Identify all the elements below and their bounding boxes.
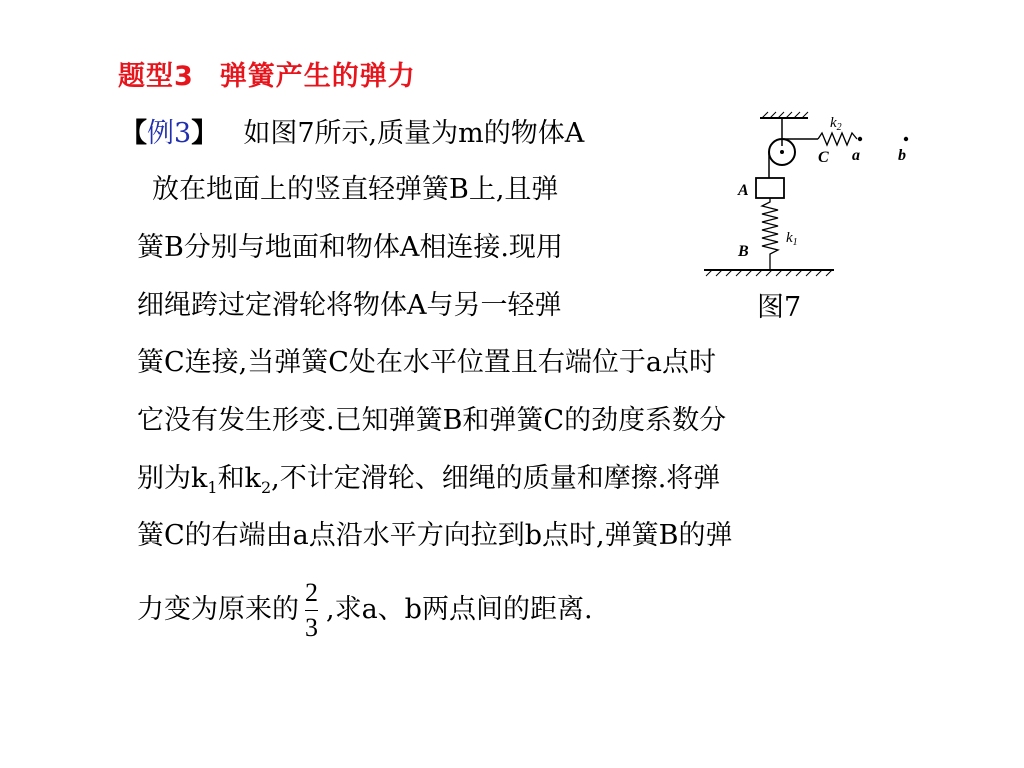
- spring-c: [818, 133, 857, 145]
- label-spring-b: B: [738, 243, 749, 260]
- line7-part-c: ,不计定滑轮、细绳的质量和摩擦.将弹: [271, 463, 721, 494]
- problem-text-1: 如图7所示,质量为m的物体A: [243, 118, 585, 149]
- problem-line-1: [120, 116, 584, 152]
- block-a: [756, 178, 784, 198]
- k1-subscript: 1: [207, 478, 218, 497]
- figure-caption: 图7: [757, 292, 802, 323]
- heading-number: 题型3: [118, 61, 194, 92]
- heading-title: 弹簧产生的弹力: [219, 61, 416, 92]
- line9-part-b: ,求a、b两点间的距离.: [326, 594, 593, 625]
- label-c: C: [818, 149, 829, 166]
- spring-pulley-diagram: [690, 100, 930, 290]
- fraction-numerator: 2: [305, 578, 318, 607]
- label-a: a: [852, 147, 860, 164]
- label-k2: $k_2$: [830, 115, 842, 133]
- example-label: 例3: [147, 118, 192, 149]
- point-a-dot: [858, 137, 862, 141]
- k2-subscript: 2: [260, 478, 272, 497]
- section-heading: [118, 54, 416, 93]
- problem-line-3: 簧B分别与地面和物体A相连接.现用: [137, 232, 563, 263]
- pulley-axle: [780, 150, 784, 154]
- problem-line-2: 放在地面上的竖直轻弹簧B上,且弹: [152, 174, 559, 205]
- problem-line-6: 它没有发生形变.已知弹簧B和弹簧C的劲度系数分: [137, 405, 727, 436]
- spring-b: [762, 198, 778, 270]
- example-bracket-open: 【: [120, 118, 147, 149]
- line7-part-b: 和k: [217, 463, 261, 494]
- line7-part-a: 别为k: [137, 463, 208, 494]
- problem-line-7: [137, 461, 720, 506]
- point-b-dot: [904, 137, 908, 141]
- problem-line-9: [137, 572, 593, 648]
- problem-line-5: 簧C连接,当弹簧C处在水平位置且右端位于a点时: [137, 347, 716, 378]
- fraction-two-thirds: [305, 578, 318, 643]
- label-b: b: [898, 147, 906, 164]
- line9-part-a: 力变为原来的: [137, 594, 299, 625]
- fraction-denominator: 3: [305, 613, 318, 642]
- label-k1: $k_1$: [786, 230, 798, 248]
- problem-line-4: 细绳跨过定滑轮将物体A与另一轻弹: [137, 290, 562, 321]
- label-block-a: A: [738, 182, 749, 199]
- example-bracket-close: 】: [191, 118, 219, 149]
- problem-line-8: 簧C的右端由a点沿水平方向拉到b点时,弹簧B的弹: [137, 520, 733, 551]
